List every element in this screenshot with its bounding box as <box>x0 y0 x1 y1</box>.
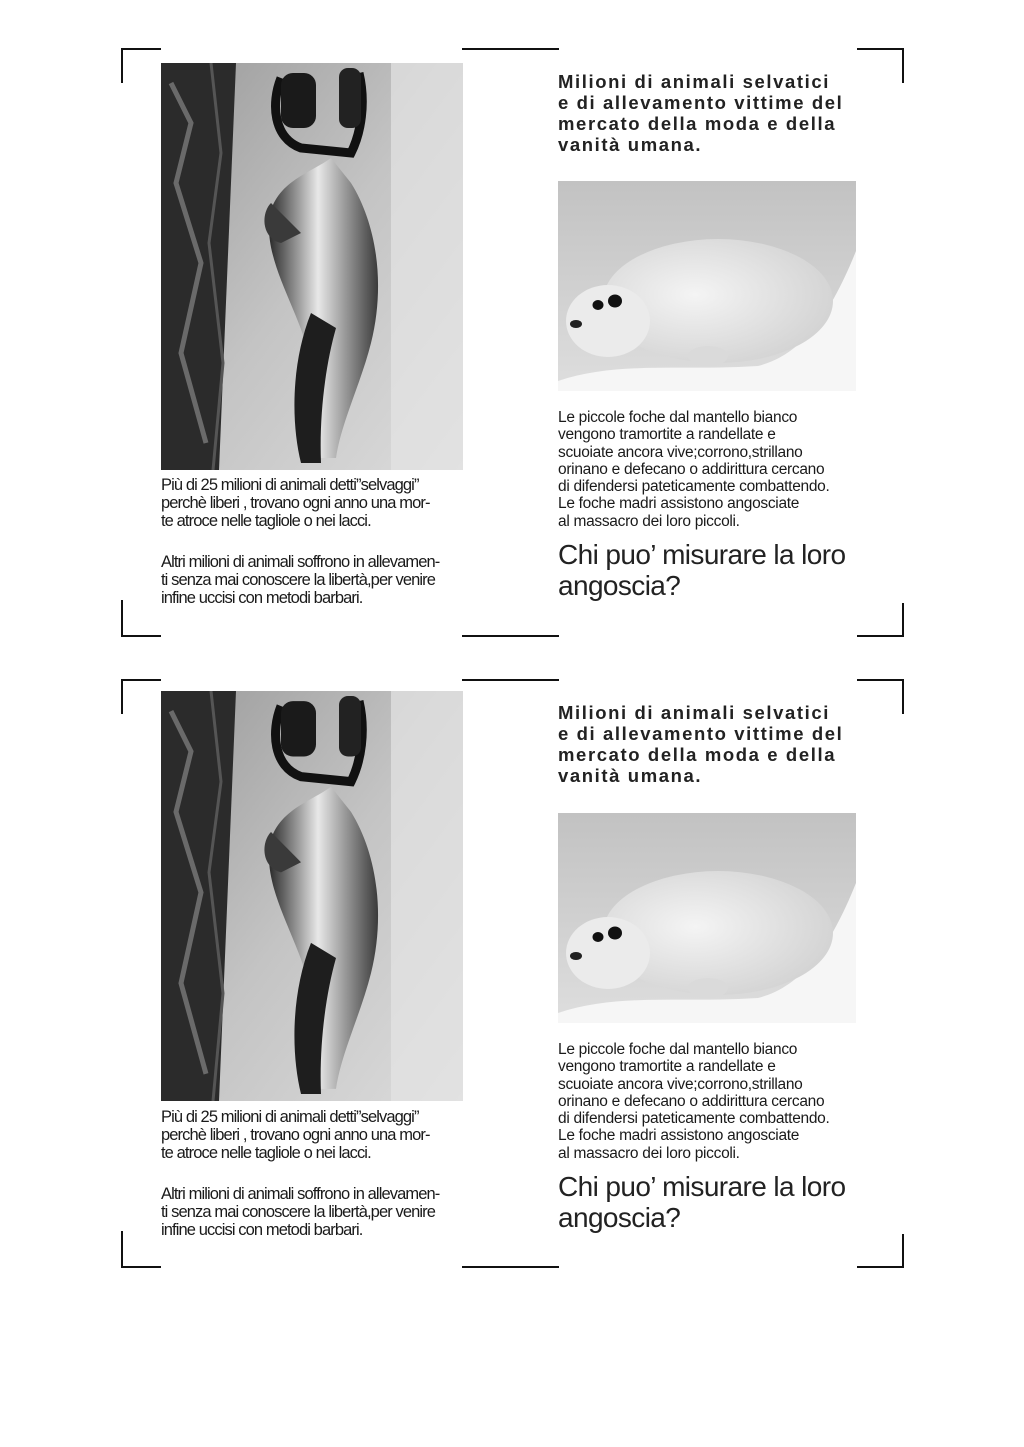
caption-line: infine uccisi con metodi barbari. <box>161 589 363 607</box>
crop-mark <box>857 1266 904 1268</box>
caption-line: Altri milioni di animali soffrono in allevamen- <box>161 553 440 571</box>
headline-line: Milioni di animali selvatici <box>558 702 831 723</box>
seal-pups-description <box>558 1041 888 1162</box>
question-line: Chi puo’ misurare la loro <box>558 1171 846 1202</box>
crop-mark <box>857 48 904 50</box>
text-line: orinano e defecano o addirittura cercano <box>558 1092 825 1110</box>
headline-line: Milioni di animali selvatici <box>558 71 831 92</box>
text-line: scuoiate ancora vive;corrono,strillano <box>558 443 803 461</box>
crop-mark <box>121 1266 161 1268</box>
caption-line: te atroce nelle tagliole o nei lacci. <box>161 1144 371 1162</box>
caption-line: infine uccisi con metodi barbari. <box>161 1221 363 1239</box>
text-line: Le piccole foche dal mantello bianco <box>558 409 798 426</box>
crop-mark <box>902 603 904 637</box>
caption-line: Più di 25 milioni di animali detti”selvaggi” <box>161 476 419 494</box>
crop-mark <box>902 48 904 83</box>
headline-line: mercato della moda e della <box>558 744 837 765</box>
caption-line: te atroce nelle tagliole o nei lacci. <box>161 512 371 530</box>
caption-line: perchè liberi , trovano ogni anno una mor- <box>161 1126 430 1144</box>
question-line: angoscia? <box>558 570 681 601</box>
crop-mark <box>462 1266 559 1268</box>
caption-line: Altri milioni di animali soffrono in allevamen- <box>161 1185 440 1203</box>
text-line: scuoiate ancora vive;corrono,strillano <box>558 1075 803 1093</box>
squirrel-in-trap-photo <box>161 691 463 1101</box>
flyer-top <box>0 48 1024 648</box>
crop-mark <box>902 1234 904 1268</box>
squirrel-in-trap-photo <box>161 63 463 470</box>
crop-mark <box>121 679 161 681</box>
caption-line: perchè liberi , trovano ogni anno una mor- <box>161 494 430 512</box>
headline-line: e di allevamento vittime del <box>558 92 844 113</box>
headline-line: vanità umana. <box>558 134 703 155</box>
text-line: Le piccole foche dal mantello bianco <box>558 1041 798 1058</box>
headline-line: vanità umana. <box>558 765 703 786</box>
crop-mark <box>121 1231 123 1268</box>
flyer-headline <box>558 71 888 155</box>
text-line: al massacro dei loro piccoli. <box>558 512 740 530</box>
trapped-animals-caption <box>161 476 481 530</box>
seal-pup-photo <box>558 181 856 391</box>
text-line: orinano e defecano o addirittura cercano <box>558 460 825 478</box>
crop-mark <box>857 679 904 681</box>
crop-mark <box>462 679 559 681</box>
question-line: angoscia? <box>558 1202 681 1233</box>
crop-mark <box>462 48 559 50</box>
caption-line: Più di 25 milioni di animali detti”selvaggi” <box>161 1108 419 1126</box>
text-line: vengono tramortite a randellate e <box>558 1058 776 1076</box>
farmed-animals-caption <box>161 553 481 607</box>
crop-mark <box>121 48 123 83</box>
crop-mark <box>902 679 904 714</box>
headline-line: e di allevamento vittime del <box>558 723 844 744</box>
closing-question <box>558 1171 898 1233</box>
crop-mark <box>121 48 161 50</box>
seal-pups-description <box>558 409 888 530</box>
trapped-animals-caption <box>161 1108 481 1162</box>
flyer-bottom <box>0 679 1024 1279</box>
crop-mark <box>462 635 559 637</box>
text-line: di difendersi pateticamente combattendo. <box>558 478 830 496</box>
caption-line: ti senza mai conoscere la libertà,per venire <box>161 571 436 589</box>
text-line: al massacro dei loro piccoli. <box>558 1144 740 1162</box>
seal-pup-photo <box>558 813 856 1023</box>
crop-mark <box>857 635 904 637</box>
headline-line: mercato della moda e della <box>558 113 837 134</box>
text-line: vengono tramortite a randellate e <box>558 426 776 444</box>
crop-mark <box>121 635 161 637</box>
caption-line: ti senza mai conoscere la libertà,per venire <box>161 1203 436 1221</box>
text-line: Le foche madri assistono angosciate <box>558 495 800 513</box>
text-line: Le foche madri assistono angosciate <box>558 1127 800 1145</box>
crop-mark <box>121 679 123 714</box>
text-line: di difendersi pateticamente combattendo. <box>558 1110 830 1128</box>
question-line: Chi puo’ misurare la loro <box>558 539 846 570</box>
closing-question <box>558 539 898 601</box>
flyer-headline <box>558 702 888 786</box>
farmed-animals-caption <box>161 1185 481 1239</box>
crop-mark <box>121 600 123 637</box>
